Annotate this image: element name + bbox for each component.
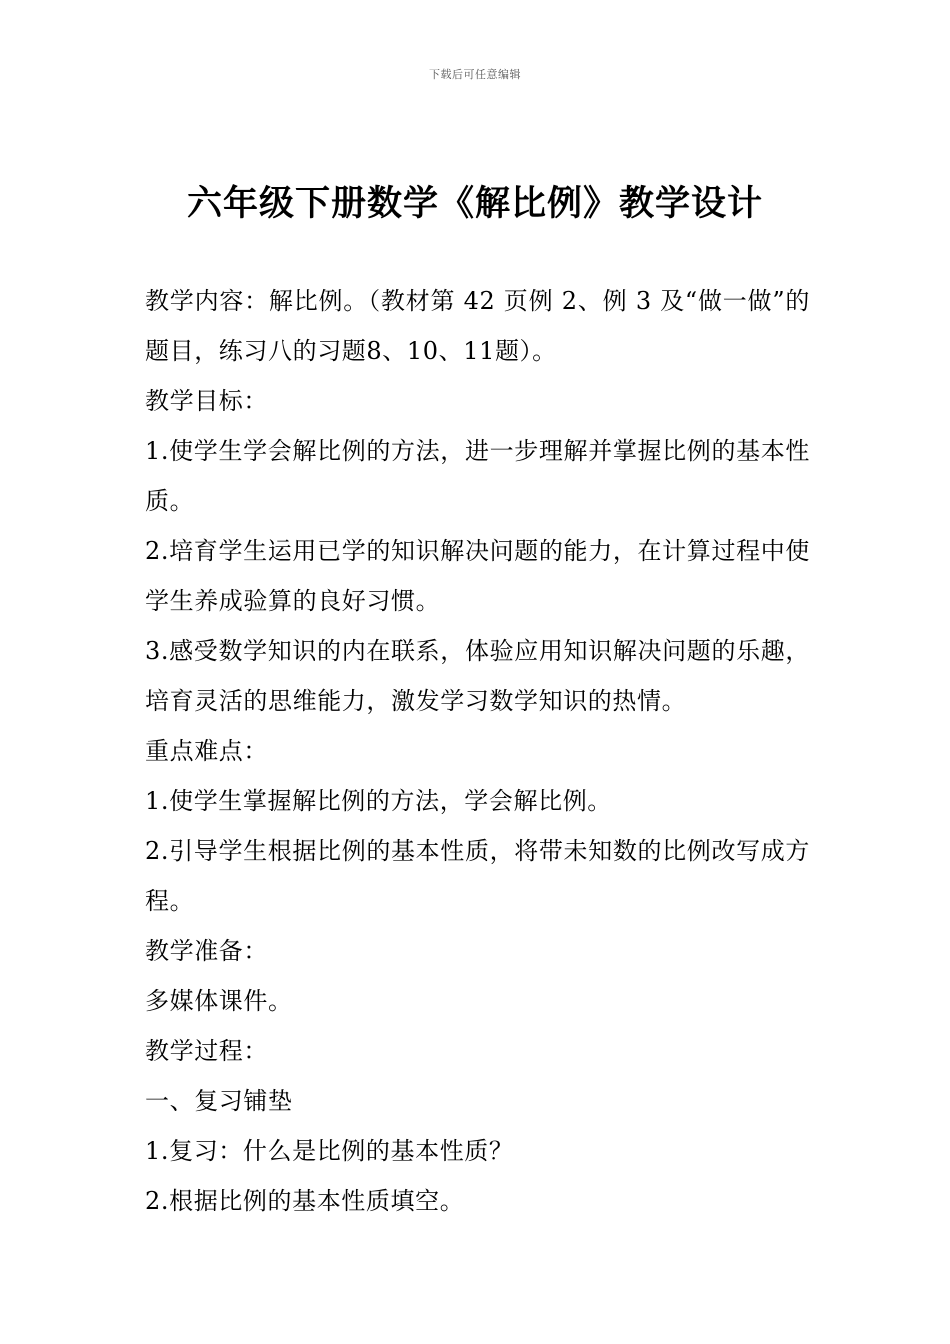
heading-process: 教学过程： [145, 1037, 268, 1065]
heading-key-points: 重点难点： [145, 737, 268, 765]
paragraph-key-point-2: 2.引导学生根据比例的基本性质，将带未知数的比例改写成方程。 [145, 837, 810, 915]
paragraph-goal-3: 3.感受数学知识的内在联系，体验应用知识解决问题的乐趣，培育灵活的思维能力，激发学习数学知识的热情。 [145, 637, 810, 715]
document-title: 六年级下册数学《解比例》教学设计 [186, 184, 763, 224]
paragraph-goal-2: 2.培育学生运用已学的知识解决问题的能力，在计算过程中使学生养成验算的良好习惯。 [145, 537, 810, 615]
paragraph-key-point-1: 1.使学生掌握解比例的方法，学会解比例。 [145, 787, 612, 815]
paragraph-review-2: 2.根据比例的基本性质填空。 [145, 1187, 465, 1215]
paragraph-review-1: 1.复习：什么是比例的基本性质？ [145, 1137, 514, 1165]
heading-teaching-goals: 教学目标： [145, 387, 268, 415]
heading-preparation: 教学准备： [145, 937, 268, 965]
paragraph-goal-1: 1.使学生学会解比例的方法，进一步理解并掌握比例的基本性质。 [145, 437, 810, 515]
heading-review: 一、复习铺垫 [145, 1087, 293, 1115]
header-note: 下载后可任意编辑 [429, 68, 521, 81]
paragraph-teaching-content: 教学内容：解比例。（教材第 42 页例 2、例 3 及“做一做”的题目，练习八的习题8、10、11题）。 [145, 287, 810, 365]
paragraph-preparation: 多媒体课件。 [145, 987, 293, 1015]
document-body [145, 276, 810, 1226]
